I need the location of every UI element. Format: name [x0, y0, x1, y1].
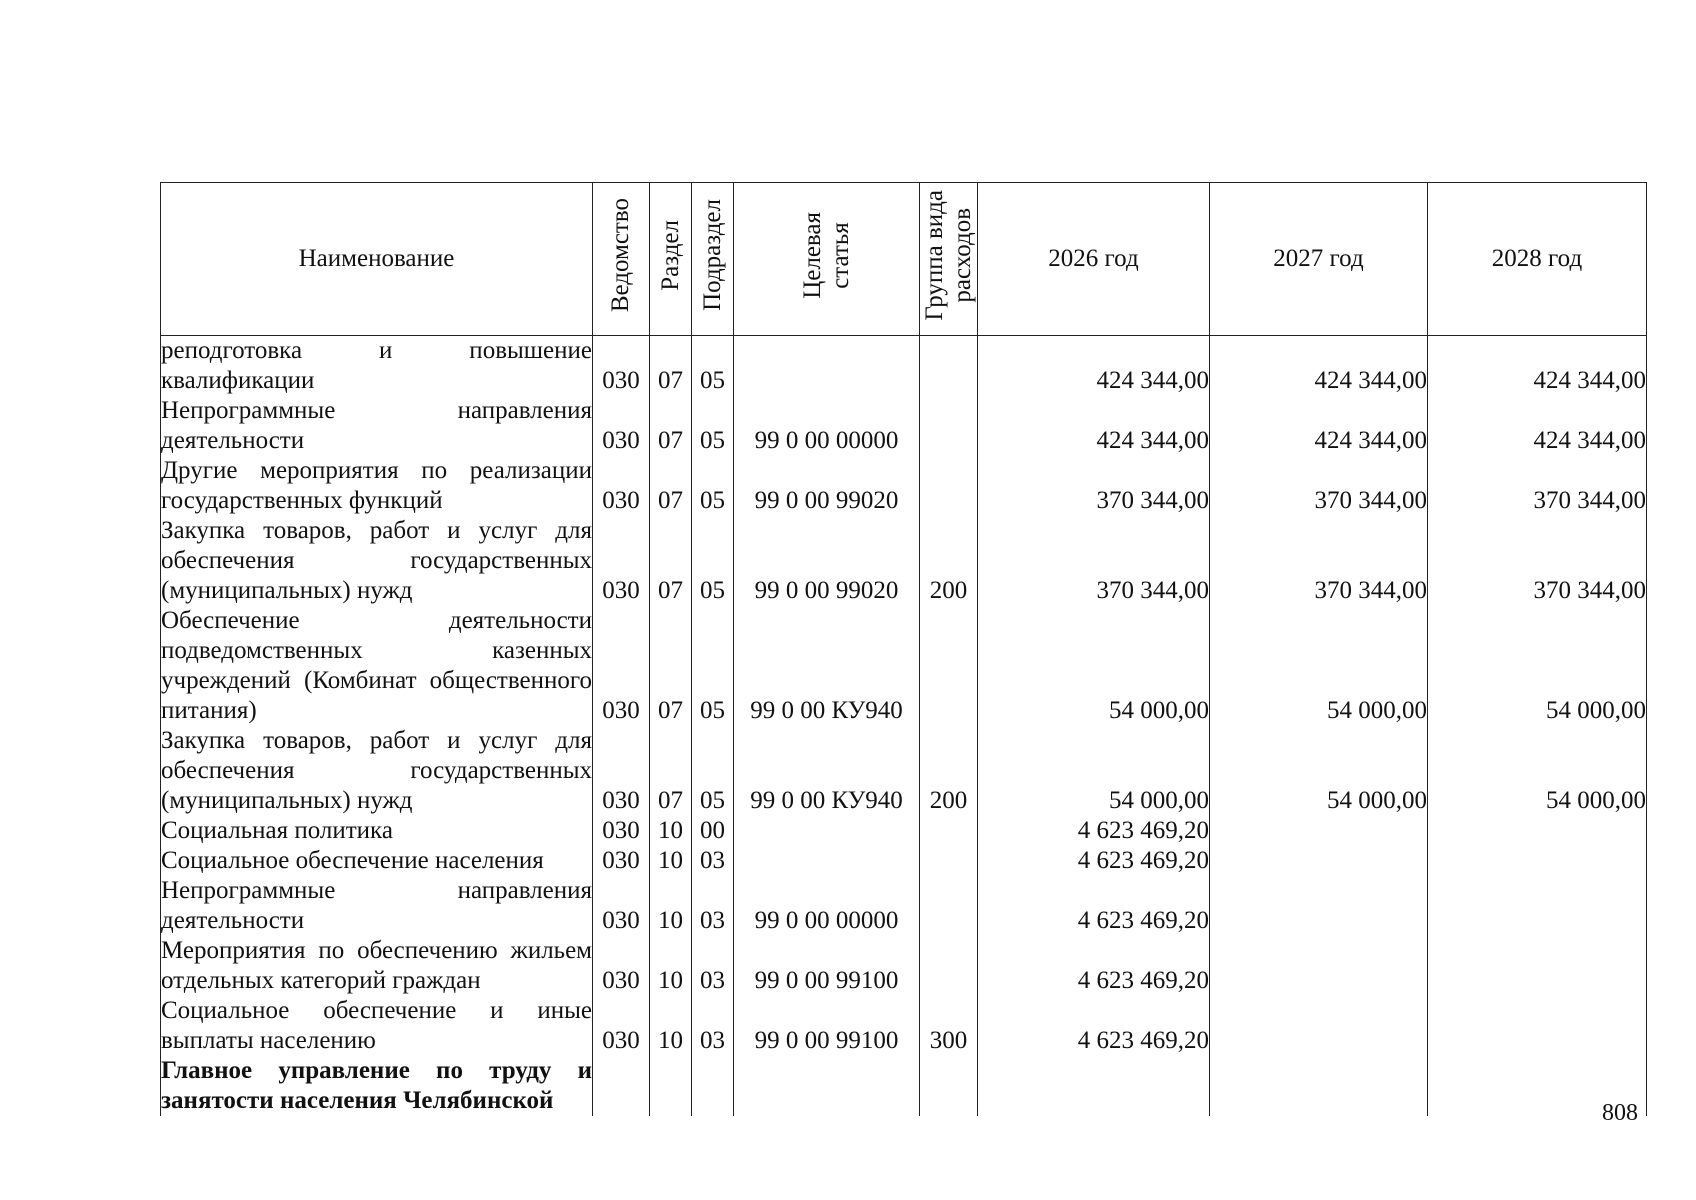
header-2028: 2028 год: [1428, 183, 1647, 336]
row-tselevaya-statya: 99 0 00 99020: [734, 516, 920, 606]
row-razdel: 10: [650, 876, 692, 936]
row-vedomstvo: 030: [593, 606, 650, 726]
row-razdel: 10: [650, 816, 692, 846]
row-name: Непрограммные направления деятельности: [161, 877, 592, 934]
row-gruppa-vida: [920, 456, 978, 516]
row-razdel: 07: [650, 516, 692, 606]
header-podrazdel: Подраздел: [692, 183, 734, 336]
row-2026: 370 344,00: [978, 516, 1210, 606]
table-row: [161, 816, 1647, 846]
row-2027: [1210, 1056, 1428, 1116]
table-row: [161, 996, 1647, 1056]
row-vedomstvo: 030: [593, 876, 650, 936]
row-podrazdel: 05: [692, 456, 734, 516]
row-gruppa-vida: 200: [920, 726, 978, 816]
row-podrazdel: 03: [692, 936, 734, 996]
row-vedomstvo: 030: [593, 456, 650, 516]
header-name: Наименование: [161, 183, 593, 336]
row-2026: 424 344,00: [978, 336, 1210, 397]
row-name: Обеспечение деятельности подведомственных казенных учреждений (Комбинат общественного питания): [161, 607, 592, 724]
row-2028: 424 344,00: [1428, 396, 1647, 456]
row-2026: [978, 1056, 1210, 1116]
row-2028: 54 000,00: [1428, 606, 1647, 726]
row-podrazdel: 03: [692, 876, 734, 936]
row-vedomstvo: 030: [593, 726, 650, 816]
row-2026: 54 000,00: [978, 606, 1210, 726]
row-gruppa-vida: [920, 876, 978, 936]
row-2028: 370 344,00: [1428, 516, 1647, 606]
budget-table: [160, 182, 1647, 1116]
row-razdel: [650, 1056, 692, 1116]
row-gruppa-vida: 300: [920, 996, 978, 1056]
row-2028: 370 344,00: [1428, 456, 1647, 516]
row-tselevaya-statya: [734, 1056, 920, 1116]
row-2027: [1210, 996, 1428, 1056]
row-name: Другие мероприятия по реализации государственных функций: [161, 457, 592, 514]
header-razdel: Раздел: [650, 183, 692, 336]
row-podrazdel: 05: [692, 336, 734, 397]
row-2027: 54 000,00: [1210, 606, 1428, 726]
row-2026: 54 000,00: [978, 726, 1210, 816]
row-2026: 4 623 469,20: [978, 816, 1210, 846]
row-gruppa-vida: [920, 936, 978, 996]
row-2028: [1428, 816, 1647, 846]
table-row: [161, 606, 1647, 726]
row-podrazdel: 03: [692, 846, 734, 876]
row-tselevaya-statya: 99 0 00 99020: [734, 456, 920, 516]
row-name: Социальное обеспечение населения: [161, 846, 593, 876]
row-vedomstvo: 030: [593, 846, 650, 876]
row-razdel: 07: [650, 456, 692, 516]
row-name: Закупка товаров, работ и услуг для обеспечения государственных (муниципальных) нужд: [161, 517, 592, 604]
row-2028: [1428, 846, 1647, 876]
row-2026: 4 623 469,20: [978, 996, 1210, 1056]
row-2028: [1428, 996, 1647, 1056]
row-2028: 54 000,00: [1428, 726, 1647, 816]
row-2026: 4 623 469,20: [978, 936, 1210, 996]
row-name: Закупка товаров, работ и услуг для обеспечения государственных (муниципальных) нужд: [161, 727, 592, 814]
table-row: [161, 516, 1647, 606]
row-vedomstvo: 030: [593, 336, 650, 397]
row-2026: 370 344,00: [978, 456, 1210, 516]
table-row: [161, 456, 1647, 516]
row-podrazdel: 05: [692, 516, 734, 606]
row-2027: 424 344,00: [1210, 396, 1428, 456]
row-tselevaya-statya: 99 0 00 00000: [734, 876, 920, 936]
row-2027: 370 344,00: [1210, 516, 1428, 606]
row-2026: 424 344,00: [978, 396, 1210, 456]
row-podrazdel: 05: [692, 606, 734, 726]
table-row: [161, 936, 1647, 996]
row-2027: 54 000,00: [1210, 726, 1428, 816]
row-name: реподготовка и повышение квалификации: [161, 337, 592, 394]
row-razdel: 07: [650, 396, 692, 456]
table-row: [161, 1056, 1647, 1116]
row-2028: [1428, 876, 1647, 936]
row-name: Мероприятия по обеспечению жильем отдельных категорий граждан: [161, 937, 592, 994]
header-tselevaya-statya: Целевая статья: [734, 183, 920, 336]
row-podrazdel: 00: [692, 816, 734, 846]
row-podrazdel: [692, 1056, 734, 1116]
row-gruppa-vida: [920, 846, 978, 876]
row-name: Социальное обеспечение и иные выплаты населению: [161, 997, 592, 1054]
row-name: Социальная политика: [161, 816, 593, 846]
row-gruppa-vida: [920, 606, 978, 726]
header-2026: 2026 год: [978, 183, 1210, 336]
row-vedomstvo: 030: [593, 816, 650, 846]
table-row: [161, 846, 1647, 876]
row-podrazdel: 03: [692, 996, 734, 1056]
row-2028: [1428, 936, 1647, 996]
row-gruppa-vida: [920, 336, 978, 397]
row-vedomstvo: 030: [593, 996, 650, 1056]
table-row: [161, 396, 1647, 456]
row-name: Главное управление по труду и занятости населения Челябинской: [161, 1057, 592, 1114]
table-row: [161, 336, 1647, 397]
table-header-row: [161, 183, 1647, 336]
row-razdel: 10: [650, 936, 692, 996]
row-gruppa-vida: [920, 1056, 978, 1116]
row-vedomstvo: [593, 1056, 650, 1116]
row-2027: [1210, 816, 1428, 846]
row-2028: 424 344,00: [1428, 336, 1647, 397]
row-2027: [1210, 876, 1428, 936]
row-razdel: 07: [650, 336, 692, 397]
row-tselevaya-statya: [734, 816, 920, 846]
page-number: 808: [1602, 1100, 1638, 1126]
row-razdel: 10: [650, 846, 692, 876]
table-row: [161, 876, 1647, 936]
row-tselevaya-statya: [734, 336, 920, 397]
row-razdel: 07: [650, 726, 692, 816]
row-2026: 4 623 469,20: [978, 846, 1210, 876]
header-gruppa-vida-raskhodov: Группа вида расходов: [920, 183, 978, 336]
table-body: [161, 336, 1647, 1117]
row-2027: [1210, 846, 1428, 876]
row-razdel: 07: [650, 606, 692, 726]
row-razdel: 10: [650, 996, 692, 1056]
row-name: Непрограммные направления деятельности: [161, 397, 592, 454]
table-row: [161, 726, 1647, 816]
row-vedomstvo: 030: [593, 396, 650, 456]
row-vedomstvo: 030: [593, 936, 650, 996]
row-2027: 370 344,00: [1210, 456, 1428, 516]
row-2027: 424 344,00: [1210, 336, 1428, 397]
row-tselevaya-statya: [734, 846, 920, 876]
header-2027: 2027 год: [1210, 183, 1428, 336]
row-gruppa-vida: [920, 396, 978, 456]
row-tselevaya-statya: 99 0 00 КУ940: [734, 606, 920, 726]
row-2026: 4 623 469,20: [978, 876, 1210, 936]
row-vedomstvo: 030: [593, 516, 650, 606]
row-tselevaya-statya: 99 0 00 00000: [734, 396, 920, 456]
row-gruppa-vida: [920, 816, 978, 846]
row-gruppa-vida: 200: [920, 516, 978, 606]
row-tselevaya-statya: 99 0 00 99100: [734, 936, 920, 996]
row-podrazdel: 05: [692, 726, 734, 816]
row-podrazdel: 05: [692, 396, 734, 456]
row-tselevaya-statya: 99 0 00 КУ940: [734, 726, 920, 816]
row-tselevaya-statya: 99 0 00 99100: [734, 996, 920, 1056]
header-vedomstvo: Ведомство: [593, 183, 650, 336]
row-2027: [1210, 936, 1428, 996]
